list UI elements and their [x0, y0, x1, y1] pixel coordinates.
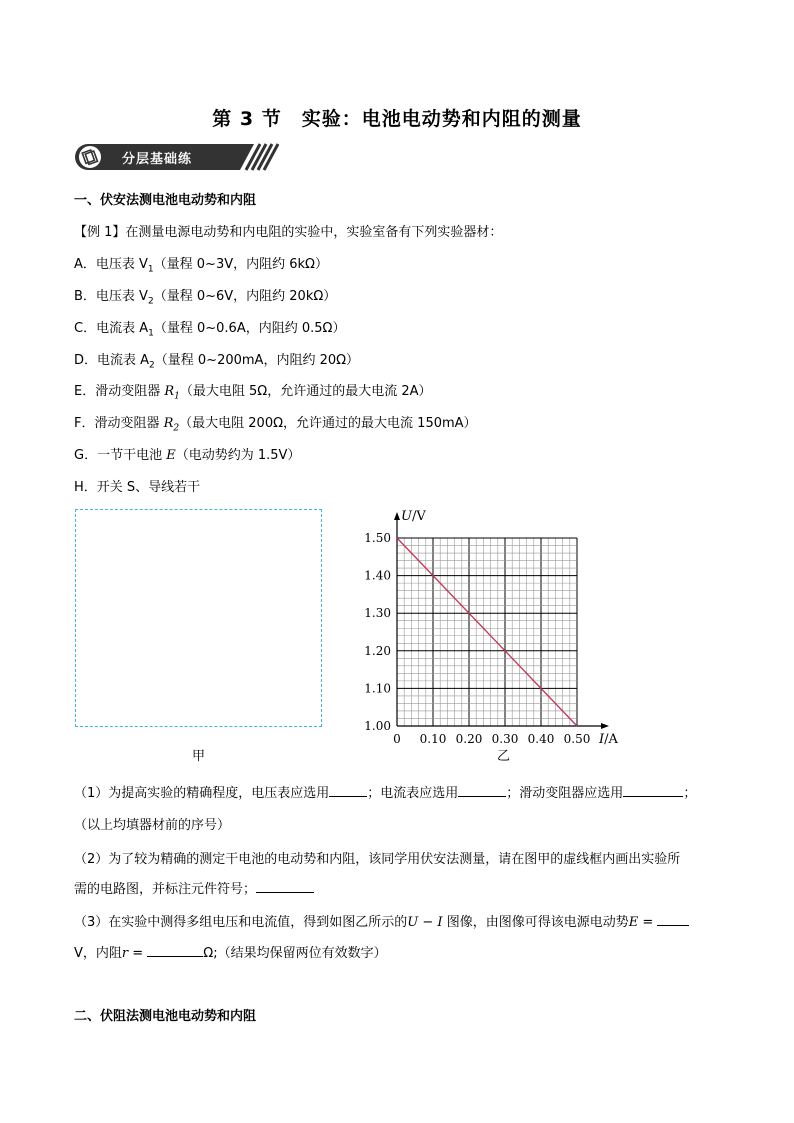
example-intro: 【例 1】在测量电源电动势和内电阻的实验中，实验室备有下列实验器材：: [74, 225, 503, 240]
figure-jia-label: 甲: [192, 749, 206, 764]
item-f: F．滑动变阻器 $R_2$（最大电阻 200Ω，允许通过的最大电流 150mA）: [74, 416, 477, 434]
question-3-line-1: （3）在实验中测得多组电压和电流值，得到如图乙所示的U − I 图像，由图像可得该电源电动势E =: [74, 911, 689, 930]
y-tick-label: 1.30: [364, 606, 391, 621]
section-heading-1: 一、伏安法测电池电动势和内阻: [74, 193, 257, 208]
answer-blank-voltmeter[interactable]: [329, 784, 367, 797]
u-i-chart: [355, 500, 625, 760]
page-title: 第 3 节 实验：电池电动势和内阻的测量: [212, 108, 582, 130]
x-tick-label: 0.30: [491, 732, 519, 746]
x-tick-label: 0.20: [455, 732, 483, 746]
item-e: E．滑动变阻器 $R_1$（最大电阻 5Ω，允许通过的最大电流 2A）: [74, 384, 432, 402]
circuit-drawing-box[interactable]: [75, 509, 322, 727]
section-heading-2: 二、伏阻法测电池电动势和内阻: [74, 1009, 257, 1024]
answer-blank-emf[interactable]: [657, 913, 689, 926]
item-c: C．电流表 $A_1$（量程 0~0.6A，内阻约 0.5Ω）: [74, 321, 346, 339]
y-tick-label: 1.40: [364, 568, 391, 583]
question-2-line-1: （2）为了较为精确的测定干电池的电动势和内阻，该同学用伏安法测量，请在图甲的虚线框内画出实验所: [74, 852, 681, 867]
y-axis-label: U/V: [401, 509, 426, 524]
answer-blank-rheostat[interactable]: [623, 784, 683, 797]
item-g: G．一节干电池 E（电动势约为 1.5V）: [74, 448, 301, 463]
y-tick-label: 1.10: [364, 681, 391, 696]
data-series-line: [397, 538, 577, 726]
x-tick-label: 0: [393, 732, 401, 746]
y-tick-label: 1.50: [364, 531, 391, 545]
figure-yi-label: 乙: [497, 749, 511, 764]
banner-label: 分层基础练: [122, 152, 193, 167]
y-tick-label: 1.00: [364, 719, 391, 733]
item-a: A．电压表 $V_1$（量程 0~3V，内阻约 6kΩ）: [74, 257, 328, 275]
answer-blank-ammeter[interactable]: [458, 784, 506, 797]
x-tick-label: 0.50: [563, 732, 591, 746]
section-banner: [74, 141, 284, 173]
y-tick-label: 1.20: [364, 643, 391, 658]
x-axis-label: I/A: [599, 732, 618, 747]
item-d: D．电流表 $A_2$（量程 0~200mA，内阻约 20Ω）: [74, 353, 360, 371]
x-tick-label: 0.40: [527, 732, 555, 746]
answer-blank-circuit[interactable]: [256, 880, 314, 893]
question-1-note: （以上均填器材前的序号）: [74, 818, 231, 833]
item-h: H．开关 S、导线若干: [74, 480, 201, 495]
x-axis-arrow: [601, 723, 609, 729]
question-2-line-2: 需的电路图，并标注元件符号；: [74, 878, 314, 897]
answer-blank-resistance[interactable]: [147, 944, 203, 957]
question-1: （1）为提高实验的精确程度，电压表应选用 ；电流表应选用 ；滑动变阻器应选用 ；: [74, 786, 697, 801]
y-axis-arrow: [394, 512, 400, 520]
item-b: B．电压表 $V_2$（量程 0~6V，内阻约 20kΩ）: [74, 289, 337, 307]
x-tick-label: 0.10: [419, 732, 447, 746]
question-3-line-2: V，内阻r = Ω;（结果均保留两位有效数字）: [74, 946, 387, 961]
